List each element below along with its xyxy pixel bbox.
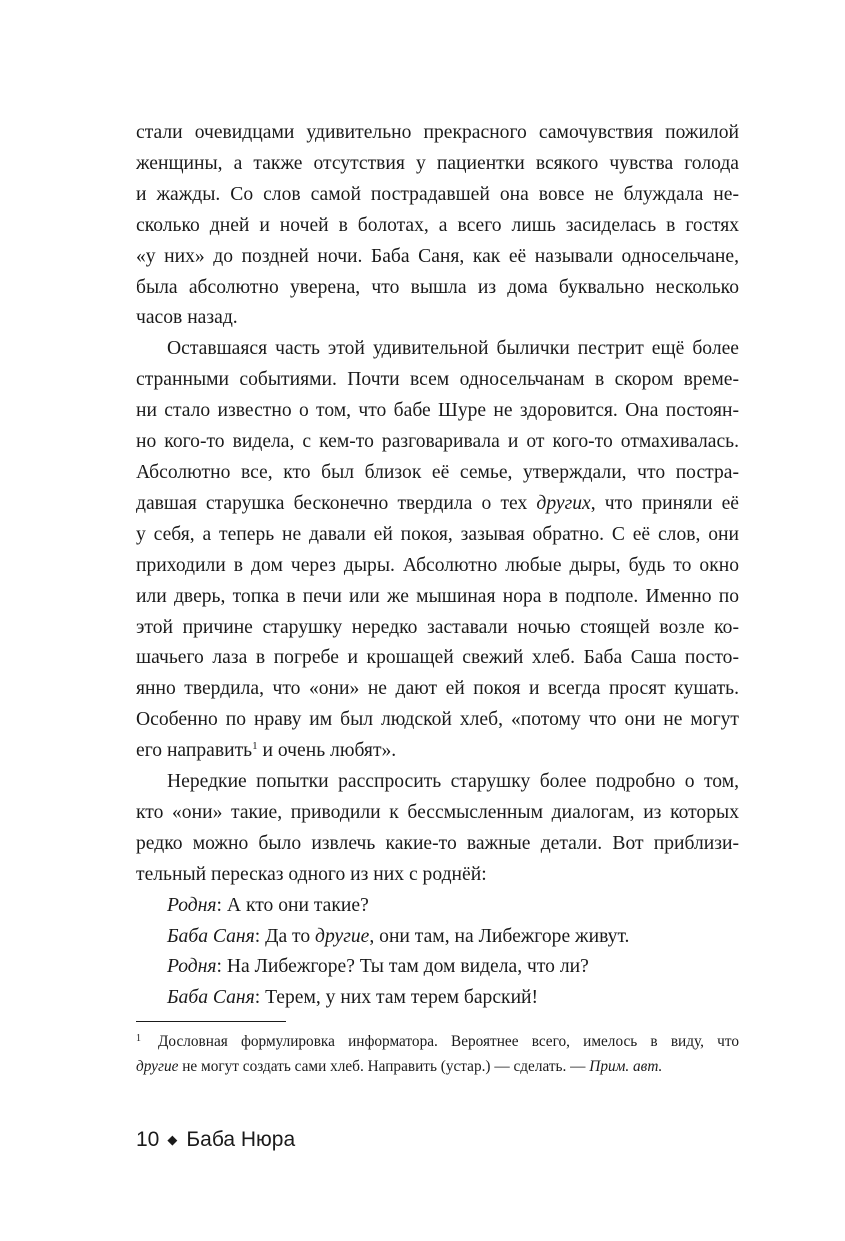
text-line: женщины, а также отсутствия у пациентки всякого чувства голода: [136, 152, 739, 174]
footnote-reference[interactable]: 1: [252, 740, 258, 753]
running-footer: [136, 1128, 295, 1152]
text-line: редко можно было извлечь какие-то важные детали. Вот приблизи-: [136, 832, 739, 854]
dialog-line: [167, 922, 739, 953]
text-line: или дверь, топка в печи или же мышиная нора в подполе. Именно по: [136, 585, 739, 607]
dialog-text: , они там, на Либежгоре живут.: [369, 925, 630, 947]
italic-word: Прим. авт.: [589, 1058, 663, 1075]
dialog-block: [136, 891, 739, 1015]
text-line: странными событиями. Почти всем односельчанам в скором време-: [136, 369, 739, 391]
footnote-text: не могут создать сами хлеб. Направить (устар.) — сделать. —: [178, 1058, 590, 1075]
text-line: и жажды. Со слов самой пострадавшей она вовсе не блуждала не-: [136, 183, 739, 205]
text-line: кто «они» такие, приводили к бессмысленным диалогам, из которых: [136, 801, 739, 823]
main-text: [136, 118, 739, 1014]
text-line: Оставшаяся часть этой удивительной былички пестрит ещё более: [167, 338, 739, 360]
text-line: ни стало известно о том, что бабе Шуре не здоровится. Она постоян-: [136, 400, 739, 422]
text-line: шачьего лаза в погребе и крошащей свежий хлеб. Баба Саша посто-: [136, 647, 739, 669]
text-line: этой причине старушку нередко заставали ночью стоящей возле ко-: [136, 616, 739, 638]
text-line: была абсолютно уверена, что вышла из дома буквально несколько: [136, 276, 739, 298]
dialog-line: [167, 983, 739, 1014]
text-line: но кого-то видела, с кем-то разговаривала и от кого-то отмахивалась.: [136, 431, 739, 453]
text-line: [136, 736, 739, 767]
footnote-line: [136, 1026, 739, 1054]
paragraph-1: [136, 118, 739, 334]
book-title: Баба Нюра: [186, 1128, 296, 1151]
italic-word: других: [536, 492, 591, 514]
diamond-icon: ◆: [167, 1132, 178, 1147]
footnote-divider: [136, 1021, 286, 1022]
dialog-speaker: Родня: [167, 894, 217, 916]
paragraph-3: [136, 767, 739, 891]
dialog-line: [167, 891, 739, 922]
page-body: [136, 118, 739, 1014]
footnote-marker: 1: [136, 1033, 141, 1044]
text-line: Абсолютно все, кто был близок её семье, утверждали, что постра-: [136, 461, 739, 483]
text-fragment: , что приняли её: [590, 492, 739, 514]
text-line: [136, 489, 739, 520]
dialog-text: : На Либежгоре? Ты там дом видела, что ли?: [216, 956, 589, 978]
italic-word: другие: [136, 1058, 179, 1075]
dialog-speaker: Родня: [167, 956, 217, 978]
text-line: сколько дней и ночей в болотах, а всего лишь засиделась в гостях: [136, 214, 739, 236]
text-line: Особенно по нраву им был людской хлеб, «потому что они не могут: [136, 709, 739, 731]
dialog-speaker: Баба Саня: [167, 925, 255, 947]
dialog-text: : А кто они такие?: [216, 894, 369, 916]
footnote-line: [136, 1054, 739, 1079]
text-fragment: и очень любят».: [257, 740, 397, 762]
dialog-line: [167, 952, 739, 983]
text-line: приходили в дом через дыры. Абсолютно любые дыры, будь то окно: [136, 554, 739, 576]
text-line: стали очевидцами удивительно прекрасного самочувствия пожилой: [136, 122, 739, 143]
paragraph-2: [136, 334, 739, 767]
dialog-text: : Терем, у них там терем барский!: [254, 987, 539, 1009]
text-line: у себя, а теперь не давали ей покоя, зазывая обратно. С её слов, они: [136, 523, 739, 545]
text-line: тельный пересказ одного из них с роднёй:: [136, 863, 487, 885]
dialog-speaker: Баба Саня: [167, 987, 255, 1009]
footnote: [136, 1026, 739, 1079]
text-line: Нередкие попытки расспросить старушку более подробно о том,: [167, 771, 739, 793]
footnote-text: Дословная формулировка информатора. Вероятнее всего, имелось в виду, что: [158, 1033, 739, 1050]
text-line: янно твердила, что «они» не дают ей покоя и всегда просят кушать.: [136, 678, 739, 700]
text-fragment: давшая старушка бесконечно твердила о тех: [136, 492, 537, 514]
italic-word: другие: [315, 925, 370, 947]
text-line: часов назад.: [136, 307, 238, 329]
page-number: 10: [136, 1128, 160, 1151]
dialog-text: : Да то: [254, 925, 316, 947]
text-line: «у них» до поздней ночи. Баба Саня, как её называли односельчане,: [136, 245, 739, 267]
text-fragment: его направить: [136, 740, 253, 762]
